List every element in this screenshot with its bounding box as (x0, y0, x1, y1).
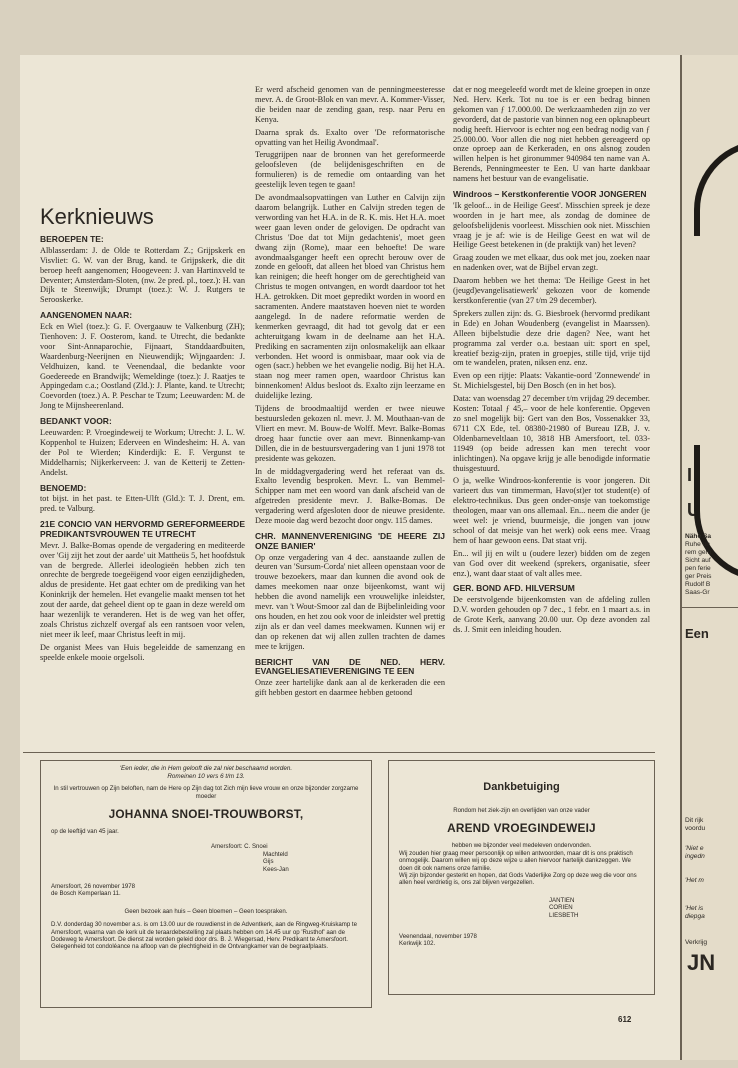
section-heading-aangenomen: AANGENOMEN NAAR: (40, 310, 133, 321)
headline-fragment: I (687, 465, 693, 485)
ad-text: Nähe Sa (685, 533, 712, 540)
ad-text: Rudolf B (685, 581, 711, 588)
article-paragraph: Teruggrijpen naar de bronnen van het gereformeerde geloofsleven (de belijdenisgeschriften en de formulieren) is de remedie om ontaarding van het geestelijk leven tegen te gaan! (255, 150, 445, 190)
article-paragraph: Data: van woensdag 27 december t/m vrijdag 29 december. Kosten: Totaal ƒ 45,– voor de hele konferentie. Opgeven zo snel mogelijk bij: Gert van den Bos, Vossenakker 33, 6711 CX Ede, tel. 08380-21980 of Bureau IZB, J. v. Oldenbarneveltlaan 10, 3818 HB Amersfoort, tel. 033-11949 (op beide adressen kan men terecht voor inlichtingen). Na opgave krijg je alle benodigde informatie thuisgestuurd. (453, 394, 650, 473)
thank-you-notice-vroegindeweij (388, 760, 655, 995)
signature-name: CORIEN (549, 904, 573, 912)
section-heading-benoemd: BENOEMD: (40, 482, 87, 493)
notice-signature (211, 843, 361, 873)
section-text-beroepen: Alblasserdam: J. de Olde te Rotterdam Z.; Grijpskerk en Visvliet: G. W. van der Brug, kand. te Grijpskerk, die dit beroep heeft aangenomen; Hoogeveen: J. van Hartinxveld te Deventer; Amsterdam-Sloten, (nw. 2e pred. pl., toez.): H. van Dijk te Steenwijk; Drumpt (toez.): W. J. Rutgers te Serooskerke. (40, 245, 245, 305)
article-paragraph: Sprekers zullen zijn: ds. G. Biesbroek (hervormd predikant in Ede) en Johan Woudenberg (evangelist in Maarssen). Alleen bijbelstudie deze drie dagen? Nee, want het programma zal verder o.a. bestaan uit: sport en spel, kreatief bezig-zijn, praten in groepjes, stille tijd, vrije tijd om te wandelen, praten, niksen enz. enz. (453, 308, 650, 368)
ad-divider (682, 607, 738, 608)
article-paragraph: Er werd afscheid genomen van de penningmeesteresse mevr. A. de Groot-Blok en van mevr. A. Kommer-Visser, die beiden naar de zending gaan, resp. naar Peru en Kenya. (255, 85, 445, 124)
ad-quote: 'Het m (685, 877, 704, 884)
notice-text: Wij zouden hier graag meer persoonlijk op willen antwoorden, maar dit is ons praktisch onmogelijk. Daarom willen wij op deze wijze u allen hiervoor hartelijk dankzeggen. We doen dit ook namens onze familie. (399, 849, 633, 872)
signature-name: LIESBETH (549, 911, 579, 919)
article-paragraph: En... wil jij en wilt u (oudere lezer) bidden om de zegen van God over dit weekend (sprekers, organisatie, sfeer enz.), want daar staat of valt alles mee. (453, 548, 650, 578)
headline-fragment: JN (687, 950, 716, 975)
section-heading-evangelisatie: BERICHT VAN DE NED. HERV. EVANGELIESATIEVERENIGING TE EEN (255, 656, 445, 677)
article-paragraph: O ja, welke Windroos-konferentie is voor jongeren. Dit varieert dus van timmerman, Havo(st)er tot student(e) of elektro-technikus. Dus geen onder-onsje van toekomstige theologen, maar van ons allemaal. En... neem die ander (je weet wel: je vriend, buurmeisje, die jongen van jouw school of dat meisje van het werk) ook eens mee. Vraag hem of haar gewoon eens. Dat staat vrij. (453, 476, 650, 545)
page-number: 612 (618, 1015, 632, 1024)
ad-quote: diepga (685, 913, 705, 920)
notice-address: de Bosch Kemperlaan 11. (51, 890, 121, 898)
signature-name: JANTIEN (549, 896, 575, 904)
notice-signature (549, 897, 644, 919)
notice-funeral: D.V. donderdag 30 november a.s. is om 13.00 uur de rouwdienst in de Adventkerk, aan de Ringweg-Kruiskamp te Amersfoort, waarna van de kerk uit de teraardebestelling zal plaats hebben om 14.45 uur op 'Rusthof' aan de Dodeweg te Amersfoort. De dienst zal worden geleid door drs. B. J. Wiegersad, Herv. Predikant te Amersfoort. Gelegenheid tot condoléance na afloop van de plechtigheid in de Ontvangkamer van de begraafplaats. (51, 921, 357, 951)
ad-quote: 'Niet e (685, 845, 704, 852)
article-paragraph: Even op een rijtje: Plaats: Vakantie-oord 'Zonnewende' in St. Michielsgestel, bij Den Bosch (en in het bos). (453, 371, 650, 391)
notice-request: Geen bezoek aan huis – Geen bloemen – Geen toespraken. (124, 907, 288, 915)
article-paragraph: De avondmaalsopvattingen van Luther en Calvijn zijn daarom belangrijk. Luther en Calvijn streden tegen de verwording van het H.A. in de R. K. mis. Het H.A. moet weer gaan leven onder de gelovigen. De opdracht van Christus 'Doe dat tot Mijn gedachtenis', moet geen dwang zijn (Rome), maar een behoefte! De ware avondmaalsganger heeft een oprecht berouw over de zonde en gelooft, dat alleen het bloed van Christus hem kan reinigen; die heeft honger om de gerechtigheid van Christus te mogen ontvangen, en wordt daardoor tot het H.A. getrokken. Dit moet gepredikt worden in woord en sacramenten. Andere maatstaven hoeven niet te worden aangelegd. In de nadere reformatie werden de kenmerken gevraagd, dit had tot gevolg dat er een achteruitgang kwam in de deelname aan het H.A. Prediking en sacramenten zijn onlosmakelijk aan elkaar verbonden. Het woord is onmisbaar, maar ook via de ogen (sacr.) hebben we het evangelie nodig. Bij het H.A. staan nog meer ramen open, waardoor Christus kan binnenkomen! Aldus besloot ds. Exalto zijn leerzame en duidelijke lezing. (255, 193, 445, 401)
section-text-benoemd: tot bijst. in het past. te Etten-Ulft (Gld.): T. J. Drent, em. pred. te Valburg. (40, 494, 245, 514)
ad-text: Sicht auf (685, 557, 711, 564)
page-title: Kerknieuws (40, 204, 154, 229)
section-text-evangelisatie: Onze zeer hartelijke dank aan al de kerkeraden die een gift hebben gestort en daarmee hebben getoond (255, 678, 445, 698)
article-paragraph: dat er nog meegeleefd wordt met de kleine groepen in onze Ned. Herv. Kerk. Tot nu toe is er een bedrag binnen gekomen van ƒ 17.000.00. De werkzaamheden zijn zo ver gevorderd, dat de pastorie van binnen nog een opknapbeurt nodig heeft. Hiervoor is echter nog een bedrag nodig van ƒ 25.000.00. Voor allen die nog niet hebben gereageerd op onze oproep aan de Kerkeraden, en ons alsnog zouden willen helpen is het gironummer 940984 ten name van A. Berends, Penningmeester te Een. U van harte dankbaar namens het bestuur van de evangelisatie. (453, 85, 650, 184)
notice-heading: Dankbetuiging (483, 781, 560, 793)
article-paragraph: Tijdens de broodmaaltijd werden er twee nieuwe bestuursleden gekozen nl. mevr. J. M. Mouthaan-van de Vliert en mevr. M. Bouw-de Wolff. Mevr. Balke-Bomas droeg haar functie over aan mevr. Binnenkamp-van Dillen, die in de bestuursvergadering van 1 juni 1978 tot presidente was gekozen. (255, 404, 445, 463)
section-heading-concio: 21E CONCIO VAN HERVORMD GEREFORMEERDE PREDIKANTSVROUWEN TE UTRECHT (40, 519, 245, 539)
section-text-gerbond: De eerstvolgende bijeenkomsten van de afdeling zullen D.V. worden gehouden op 7 dec., 1 febr. en 1 maart a.s. in de Grote Kerk, aanvang 20.00 uur. Op deze avonden zal ds. J. Smit een inleiding houden. (453, 595, 650, 634)
article-paragraph: Graag zouden we met elkaar, dus ook met jou, zoeken naar en nadenken over, wat de Bijbel ervan zegt. (453, 253, 650, 273)
adjacent-page-strip (680, 55, 738, 1060)
section-text-concio-1: Mevr. J. Balke-Bomas opende de vergadering en mediteerde over 'Gij zijt het zout der aarde' uit Mattheüs 5, het hoofdstuk van de bergrede. Allerlei ideologieën hebben zich ten onrechte de bergrede toegeëigend voor eigen eenzijdigheden, aldus de presidente. Het gaat echter om de prediking van het Koninkrijk der hemelen. Het evangelie maakt mensen tot het zout der aarde, dat geheel dient op te gaan in deze wereld om haar wezenlijk te veranderen. Het is de weg van het offer, zoals Christus zichzelf overgaf als een rantsoen voor velen, niet meer ik leef, maar Christus leeft in mij. (40, 540, 245, 639)
notice-intro: Rondom het ziek-zijn en overlijden van onze vader (453, 807, 590, 814)
ad-text: Verkrijg (685, 939, 707, 946)
notice-verse: 'Een ieder, die in Hem gelooft die zal niet beschaamd worden. (119, 765, 293, 772)
section-text-aangenomen: Eck en Wiel (toez.): G. F. Overgaauw te Valkenburg (ZH); Tienhoven: J. F. Oosterom, kand. te Utrecht, die bedankte voor Sint-Annaparochie, Fijnaart, Standdaardbuiten, Waardenburg-Neerijnen en Nieuwendijk; Wijngaarden: J. Veldhuizen, kand. te Veenendaal, die bedankte voor Goedereede en Brandwijk; Wemeldinge (toez.): J. Raatjes te Appingedam c.a.; Oostland (Zld.): J. Plante, kand. te Utrecht; Coevorden (toez.) A. P. Peschar te Tzum; Leeuwarden: M. de Jong te Mijnsheerenland. (40, 322, 245, 411)
divider-line (23, 752, 655, 753)
notice-name: AREND VROEGINDEWEIJ (447, 821, 596, 836)
ad-quote: ingedn (685, 853, 705, 860)
article-paragraph: In de middagvergadering werd het referaat van ds. Exalto levendig besproken. Mevr. L. van Bemmel-Schipper nam met een woord van dank afscheid van de afgetreden presidente mevr. J. Balke-Bomas. De vergadering werd afgesloten door de nieuwe presidente. Deze mooie dag werd bezocht door ongv. 115 dames. (255, 466, 445, 526)
ad-heading: Een (685, 626, 709, 641)
article-paragraph: Daarom hebben we het thema: 'De Heilige Geest in het (jeugd)evangelisatiewerk' gekozen voor de komende kerstkonferentie (van 27 t/m 29 december). (453, 276, 650, 306)
death-notice-snoei (40, 760, 372, 1008)
column-right (453, 85, 650, 638)
section-heading-beroepen: BEROEPEN TE: (40, 234, 104, 244)
notice-age: op de leeftijd van 45 jaar. (51, 828, 119, 835)
ad-text: rem gern (685, 549, 712, 556)
column-middle (255, 85, 445, 701)
signature-name: Kees-Jan (263, 865, 289, 873)
section-heading-bedankt: BEDANKT VOOR: (40, 416, 112, 427)
signature-name: Gijs (263, 858, 274, 866)
notice-text: hebben we bijzonder veel medeleven ondervonden. (451, 842, 592, 850)
section-heading-mannenvereniging: CHR. MANNENVERENIGING 'DE HEERE ZIJ ONZE BANIER' (255, 530, 445, 551)
section-text-mannenvereniging: Op onze vergadering van 4 dec. aanstaande zullen de deuren van 'Sursum-Corda' niet alleen openstaan voor de trouwe bezoekers, maar dan kunnen die avond ook de dames meekomen naar onze bijeenkomst, want wij hebben die avond namelijk een vrouwelijke inleidster, mevr. van 't Wout-Smoor zal dan de Bijbelinleiding voor ons houden, en het zou ook voor de inleidster wel prettig zijn als er dan veel dames meekwamen. Kunnen wij er dan op rekenen dat wij allen zullen trachten de dames mee te krijgen. (255, 552, 445, 651)
column-kerknieuws (40, 205, 245, 666)
decorative-curve (694, 140, 738, 236)
section-text-bedankt: Leeuwarden: P. Vroegindeweij te Workum; Utrecht: J. L. W. Koppenhol te Huizen; Ederveen en Windesheim: H. A. van der Pol te Wierden; Kinderdijk: E. F. Vergunst te Middelharnis; Nijkerkerveen: J. van de Ketterij te Zetten-Andelst. (40, 427, 245, 477)
notice-name: JOHANNA SNOEI-TROUWBORST, (108, 807, 304, 821)
article-paragraph: 'Ik geloof... in de Heilige Geest'. Misschien spreek je deze woorden in je hart mee, als zondag de dominee de geloofsbelijdenis voorleest. Misschien ook niet. Misschien vraag je je af: wie is de Heilige Geest en wat wil de Heilige Geest betekenen in (de praktijk van) het leven? (453, 200, 650, 250)
notice-text: Wij zijn bijzonder gesterkt en hopen, dat Gods Vaderlijke Zorg op deze weg die voor ons allen heel verdrietig is, ons zal blijven vergezellen. (399, 872, 637, 887)
signature-name: Machteld (263, 850, 288, 858)
ad-text: pen ferie (685, 565, 711, 572)
notice-verse-ref: Romeinen 10 vers 6 t/m 13. (167, 772, 245, 780)
section-text-concio-2: De organist Mees van Huis begeleidde de samenzang en speelde enkele mooie orgelsoli. (40, 642, 245, 662)
section-heading-windroos: Windroos – Kerstkonferentie VOOR JONGEREN (453, 189, 647, 200)
notice-address: Kerkwijk 102. (399, 940, 436, 948)
notice-place-date: Amersfoort, 26 november 1978 (51, 883, 136, 891)
section-heading-gerbond: GER. BOND AFD. HILVERSUM (453, 583, 575, 594)
article-paragraph: Daarna sprak ds. Exalto over 'De reformatorische opvatting van het Heilig Avondmaal'. (255, 127, 445, 147)
notice-intro: In stil vertrouwen op Zijn beloften, nam de Here op Zijn dag tot Zich mijn lieve vrouw en onze bijzonder zorgzame moeder (53, 785, 359, 800)
ad-text: Dit rijk (685, 817, 704, 824)
notice-place: Veenendaal, november 1978 (399, 933, 477, 941)
ad-quote: 'Het is (685, 905, 704, 912)
signature-name: Amersfoort: C. Snoei (211, 843, 268, 851)
ad-text: ger Preis (685, 573, 712, 580)
ad-text: Ruhe un (685, 541, 710, 548)
ad-text: Saas-Gr (685, 589, 710, 596)
ad-text: voordu (685, 825, 706, 832)
headline-fragment: U (687, 500, 700, 520)
